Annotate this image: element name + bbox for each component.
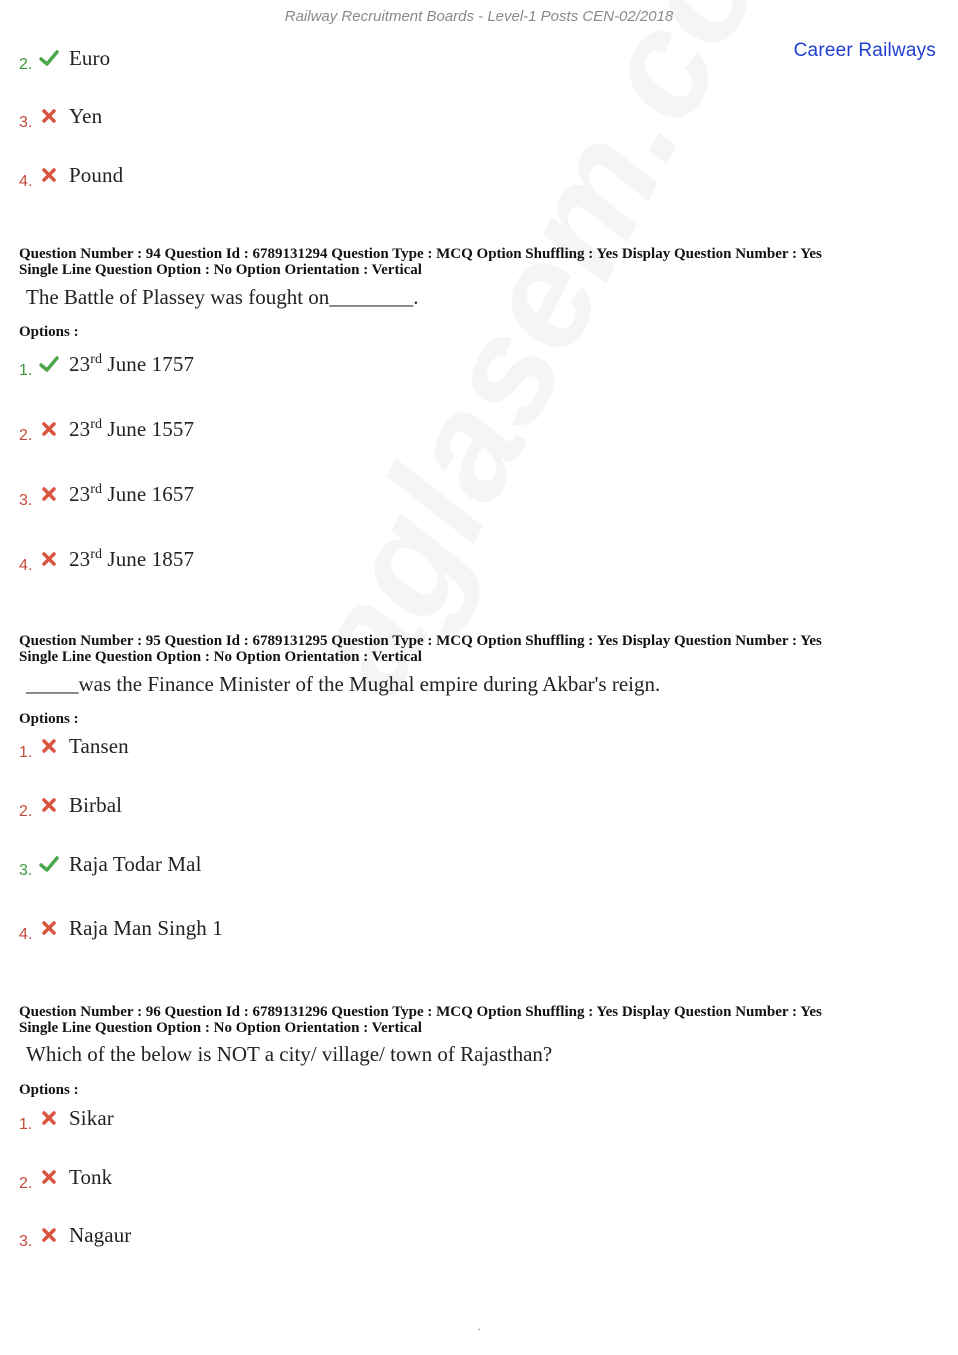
option-number: 3.	[19, 492, 33, 509]
option-row	[19, 1106, 114, 1142]
option-row	[19, 734, 129, 770]
question-meta	[19, 1004, 939, 1036]
option-row	[19, 852, 202, 888]
cross-icon	[39, 918, 61, 943]
option-number: 1.	[19, 362, 33, 379]
option-row	[19, 104, 102, 140]
page-footer: .	[478, 1322, 481, 1333]
cross-icon	[39, 1167, 61, 1192]
option-row	[19, 482, 194, 518]
option-text: Euro	[69, 46, 111, 70]
option-text: Tonk	[69, 1165, 113, 1189]
option-number: 3.	[19, 114, 33, 131]
cross-icon	[39, 736, 61, 761]
option-row	[19, 163, 123, 199]
option-number: 3.	[19, 862, 33, 879]
option-text: 23rd June 1757	[69, 352, 195, 376]
cross-icon	[39, 484, 61, 509]
option-number: 1.	[19, 744, 33, 761]
option-row	[19, 417, 194, 453]
option-number: 2.	[19, 56, 33, 73]
cross-icon	[39, 795, 61, 820]
option-row	[19, 352, 194, 388]
cross-icon	[39, 106, 61, 131]
option-text: Tansen	[69, 734, 129, 758]
option-text: Sikar	[69, 1106, 114, 1130]
options-label: Options :	[19, 1082, 79, 1098]
option-number: 4.	[19, 926, 33, 943]
question-meta-line-1: Question Number : 96 Question Id : 6789131296 Question Type : MCQ Option Shuffling : Yes Display Question Number : Yes	[19, 1004, 822, 1020]
brand-label: Career Railways	[793, 40, 936, 61]
question-text: The Battle of Plassey was fought on________.	[26, 285, 419, 309]
question-meta-line-1: Question Number : 95 Question Id : 6789131295 Question Type : MCQ Option Shuffling : Yes Display Question Number : Yes	[19, 633, 822, 649]
options-label: Options :	[19, 711, 79, 727]
check-icon	[39, 48, 61, 73]
question-meta-line-2: Single Line Question Option : No Option Orientation : Vertical	[19, 262, 422, 278]
cross-icon	[39, 1225, 61, 1250]
question-meta-line-2: Single Line Question Option : No Option Orientation : Vertical	[19, 649, 422, 665]
option-text: Birbal	[69, 793, 123, 817]
page-header: Railway Recruitment Boards - Level-1 Posts CEN-02/2018	[284, 8, 674, 25]
question-meta-line-2: Single Line Question Option : No Option Orientation : Vertical	[19, 1020, 422, 1036]
option-text: 23rd June 1657	[69, 482, 195, 506]
option-text: Yen	[69, 104, 103, 128]
option-number: 4.	[19, 173, 33, 190]
option-row	[19, 793, 122, 829]
question-meta	[19, 246, 939, 278]
option-row	[19, 46, 110, 82]
option-number: 4.	[19, 557, 33, 574]
cross-icon	[39, 165, 61, 190]
check-icon	[39, 854, 61, 879]
option-number: 1.	[19, 1116, 33, 1133]
options-label: Options :	[19, 324, 79, 340]
cross-icon	[39, 419, 61, 444]
option-text: Raja Man Singh 1	[69, 916, 223, 940]
option-number: 2.	[19, 427, 33, 444]
option-text: Raja Todar Mal	[69, 852, 202, 876]
check-icon	[39, 354, 61, 379]
option-text: 23rd June 1857	[69, 547, 195, 571]
watermark-text	[270, 0, 856, 719]
option-row	[19, 916, 223, 952]
option-number: 3.	[19, 1233, 33, 1250]
option-text: Pound	[69, 163, 124, 187]
question-meta-line-1: Question Number : 94 Question Id : 6789131294 Question Type : MCQ Option Shuffling : Yes Display Question Number : Yes	[19, 246, 822, 262]
option-text: Nagaur	[69, 1223, 132, 1247]
option-row	[19, 1165, 112, 1201]
option-number: 2.	[19, 803, 33, 820]
option-row	[19, 547, 194, 583]
cross-icon	[39, 549, 61, 574]
question-meta	[19, 633, 939, 665]
cross-icon	[39, 1108, 61, 1133]
question-text: Which of the below is NOT a city/ village/ town of Rajasthan?	[26, 1042, 553, 1066]
question-text: _____was the Finance Minister of the Mughal empire during Akbar's reign.	[26, 672, 661, 696]
option-text: 23rd June 1557	[69, 417, 195, 441]
option-row	[19, 1223, 131, 1259]
option-number: 2.	[19, 1175, 33, 1192]
